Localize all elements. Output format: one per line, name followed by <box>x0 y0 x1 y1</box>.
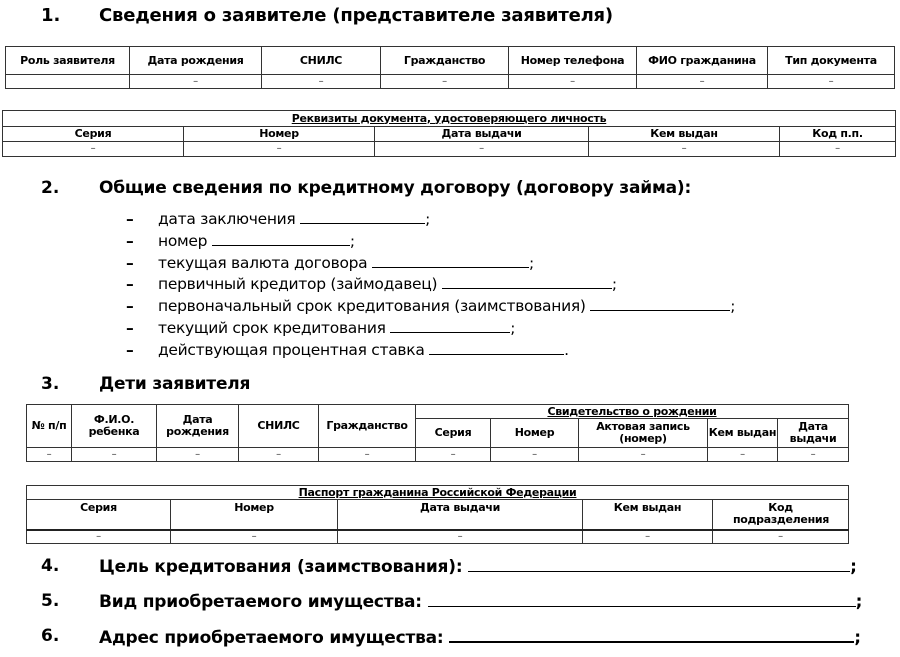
header-applicant-role: Роль заявителя <box>6 47 130 75</box>
interest-rate-input[interactable] <box>429 340 564 355</box>
header-issued-by: Кем выдан <box>589 127 780 142</box>
header-division-code: Код п.п. <box>780 127 896 142</box>
section-5-number: 5. <box>41 591 60 611</box>
section-6-end: ; <box>854 628 861 648</box>
cell-passport-issued-by: – <box>583 530 713 544</box>
field-primary-creditor <box>126 274 735 296</box>
header-snils: СНИЛС <box>239 405 319 448</box>
cell-citizenship: – <box>319 448 416 462</box>
field-end: ; <box>425 210 431 228</box>
header-cert-issued-by: Кем выдан <box>708 419 778 448</box>
field-end: ; <box>349 231 355 250</box>
passport-group-row <box>27 486 849 500</box>
number-input[interactable] <box>212 231 350 246</box>
passport-table <box>26 485 849 544</box>
header-passport-issued-by: Кем выдан <box>583 500 713 530</box>
section-4-title: Цель кредитования (заимствования): <box>99 557 463 577</box>
cell-citizenship: – <box>381 75 509 89</box>
cell-number: – <box>184 142 375 157</box>
currency-input[interactable] <box>372 253 529 268</box>
table-row <box>27 448 849 462</box>
section-1-number: 1. <box>41 5 61 26</box>
cell-child-name: – <box>72 448 157 462</box>
header-passport-issue-date: Дата выдачи <box>338 500 583 530</box>
cell-cert-issued-by: – <box>708 448 778 462</box>
field-conclusion-date <box>126 209 735 231</box>
cell-division-code: – <box>780 142 896 157</box>
cell-issue-date: – <box>375 142 589 157</box>
cell-birth-date: – <box>157 448 239 462</box>
field-end: ; <box>529 253 534 272</box>
conclusion-date-input[interactable] <box>300 209 425 224</box>
cell-full-name: – <box>637 75 768 89</box>
header-passport-number: Номер <box>171 500 338 530</box>
section-3-title: Дети заявителя <box>99 374 251 394</box>
header-passport-series: Серия <box>27 500 171 530</box>
header-birth-date: Дата рождения <box>130 47 262 75</box>
header-index: № п/п <box>27 405 72 448</box>
property-address-input[interactable] <box>449 626 854 643</box>
cell-issued-by: – <box>589 142 780 157</box>
section-6-title: Адрес приобретаемого имущества: <box>99 628 444 648</box>
applicant-table <box>5 46 895 89</box>
cell-passport-issue-date: – <box>338 530 583 544</box>
field-end: ; <box>510 318 516 337</box>
credit-agreement-fields <box>126 209 735 362</box>
header-child-name: Ф.И.О. ребенка <box>72 405 157 448</box>
id-document-group-row <box>3 111 896 127</box>
field-currency <box>126 253 735 275</box>
cell-applicant-role <box>6 75 130 89</box>
section-2-number: 2. <box>41 178 60 198</box>
field-end: ; <box>611 275 617 294</box>
cell-passport-series: – <box>27 530 171 544</box>
header-passport-division-code: Код подразделения <box>713 500 849 530</box>
section-6-number: 6. <box>41 626 60 646</box>
cell-index: – <box>27 448 72 462</box>
cell-cert-number: – <box>491 448 579 462</box>
header-citizenship: Гражданство <box>381 47 509 75</box>
id-document-header-row <box>3 127 896 142</box>
section-6-row <box>99 626 861 648</box>
cell-snils: – <box>262 75 381 89</box>
passport-group-header: Паспорт гражданина Российской Федерации <box>27 486 849 500</box>
field-end: . <box>564 340 569 359</box>
field-label: дата заключения <box>158 210 296 228</box>
cell-act-record: – <box>579 448 708 462</box>
field-interest-rate <box>126 340 735 362</box>
field-current-term <box>126 318 735 340</box>
dash-bullet: – <box>126 231 134 250</box>
dash-bullet: – <box>126 210 134 228</box>
dash-bullet: – <box>126 318 134 337</box>
header-act-record: Актовая запись (номер) <box>579 419 708 448</box>
section-4-number: 4. <box>41 556 60 576</box>
id-document-group-header: Реквизиты документа, удостоверяющего личность <box>3 111 896 127</box>
credit-purpose-input[interactable] <box>468 556 850 572</box>
primary-creditor-input[interactable] <box>442 274 612 289</box>
header-cert-issue-date: Дата выдачи <box>778 419 849 448</box>
dash-bullet: – <box>126 297 134 316</box>
field-label: первичный кредитор (займодавец) <box>158 275 438 294</box>
field-label: первоначальный срок кредитования (заимствования) <box>158 297 586 316</box>
cell-document-type: – <box>768 75 895 89</box>
applicant-header-row <box>6 47 895 75</box>
cell-snils: – <box>239 448 319 462</box>
section-4-row <box>99 556 857 577</box>
current-term-input[interactable] <box>390 318 510 333</box>
dash-bullet: – <box>126 275 134 294</box>
section-5-end: ; <box>855 592 863 612</box>
field-number <box>126 231 735 253</box>
cell-passport-division-code: – <box>713 530 849 544</box>
table-row <box>3 142 896 157</box>
cell-cert-issue-date: – <box>778 448 849 462</box>
cell-series: – <box>3 142 184 157</box>
header-issue-date: Дата выдачи <box>375 127 589 142</box>
cell-passport-number: – <box>171 530 338 544</box>
cell-birth-date: – <box>130 75 262 89</box>
dash-bullet: – <box>126 253 134 272</box>
section-5-row <box>99 591 862 612</box>
initial-term-input[interactable] <box>590 296 730 311</box>
header-number: Номер <box>184 127 375 142</box>
header-snils: СНИЛС <box>262 47 381 75</box>
cell-phone: – <box>509 75 637 89</box>
children-table <box>26 404 849 462</box>
field-label: текущая валюта договора <box>158 253 368 272</box>
field-initial-term <box>126 296 735 318</box>
id-document-table <box>2 110 896 157</box>
header-citizenship: Гражданство <box>319 405 416 448</box>
field-label: текущий срок кредитования <box>158 318 386 337</box>
passport-header-row <box>27 500 849 530</box>
field-label: действующая процентная ставка <box>158 340 425 359</box>
header-cert-series: Серия <box>416 419 491 448</box>
header-document-type: Тип документа <box>768 47 895 75</box>
header-full-name: ФИО гражданина <box>637 47 768 75</box>
birth-certificate-group-header: Свидетельство о рождении <box>416 405 849 419</box>
children-header-row-1 <box>27 405 849 419</box>
table-row <box>6 75 895 89</box>
section-5-title: Вид приобретаемого имущества: <box>99 592 422 612</box>
section-4-end: ; <box>850 557 857 577</box>
header-series: Серия <box>3 127 184 142</box>
field-label: номер <box>158 231 208 250</box>
dash-bullet: – <box>126 340 134 359</box>
header-phone: Номер телефона <box>509 47 637 75</box>
table-row <box>27 530 849 544</box>
section-1-title: Сведения о заявителе (представителе заявителя) <box>99 5 613 26</box>
property-type-input[interactable] <box>428 591 856 607</box>
header-birth-date: Дата рождения <box>157 405 239 448</box>
field-end: ; <box>730 297 736 316</box>
header-cert-number: Номер <box>491 419 579 448</box>
section-2-title: Общие сведения по кредитному договору (договору займа): <box>99 178 692 198</box>
cell-cert-series: – <box>416 448 491 462</box>
section-3-number: 3. <box>41 374 60 394</box>
